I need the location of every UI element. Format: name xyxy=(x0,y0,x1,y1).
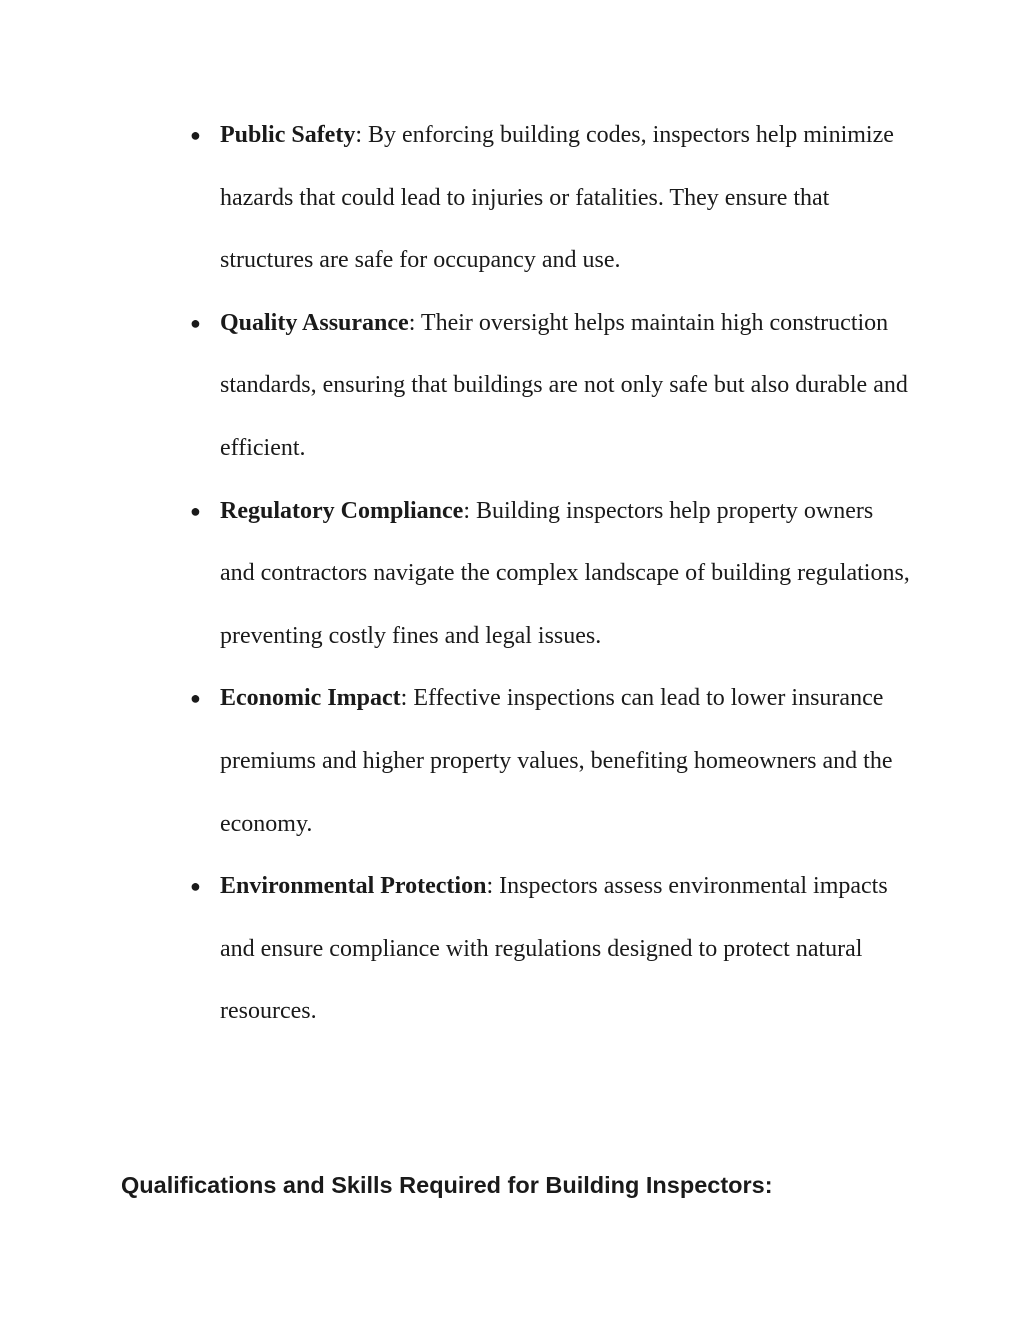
list-item-body: Inspectors assess environmental impacts and ensure compliance with regulations designed to protect natural resources. xyxy=(220,873,888,1025)
list-item-text xyxy=(220,292,910,480)
list-item xyxy=(190,292,910,480)
list-item-title: Public Safety xyxy=(220,122,356,148)
list-item-title: Regulatory Compliance xyxy=(220,497,464,524)
list-item-separator: : xyxy=(486,873,494,900)
bullet-icon: ● xyxy=(190,688,201,709)
list-item xyxy=(190,855,910,1043)
list-item-body: Effective inspections can lead to lower insurance premiums and higher property values, benefiting homeowners and the economy. xyxy=(220,685,893,837)
list-item-separator: : xyxy=(400,685,408,712)
list-item-body: By enforcing building codes, inspectors help minimize hazards that could lead to injuries or fatalities. They ensure that structures are safe for occupancy and use. xyxy=(220,122,894,274)
list-item-text xyxy=(220,480,910,668)
list-item-title: Quality Assurance xyxy=(220,309,409,336)
list-item-title: Economic Impact xyxy=(220,685,401,712)
list-item-text xyxy=(220,667,910,855)
bullet-icon: ● xyxy=(190,125,201,145)
section-heading: Qualifications and Skills Required for Building Inspectors: xyxy=(121,1172,773,1198)
list-item xyxy=(190,667,910,855)
list-item xyxy=(190,480,910,668)
list-item-body: Their oversight helps maintain high construction standards, ensuring that buildings are not only safe but also durable and efficient. xyxy=(220,309,908,461)
list-item-body: Building inspectors help property owners and contractors navigate the complex landscape of building regulations, preventing costly fines and legal issues. xyxy=(220,497,910,649)
list-item xyxy=(190,104,910,292)
bullet-list xyxy=(190,104,910,1043)
list-item-separator: : xyxy=(463,497,470,524)
list-item-text xyxy=(220,855,910,1043)
list-item-text xyxy=(220,104,910,292)
bullet-icon: ● xyxy=(190,312,201,333)
bullet-icon: ● xyxy=(190,500,201,521)
list-item-separator: : xyxy=(408,309,416,336)
list-item-separator: : xyxy=(355,122,362,148)
list-item-title: Environmental Protection xyxy=(220,873,487,900)
bullet-icon: ● xyxy=(190,876,201,897)
